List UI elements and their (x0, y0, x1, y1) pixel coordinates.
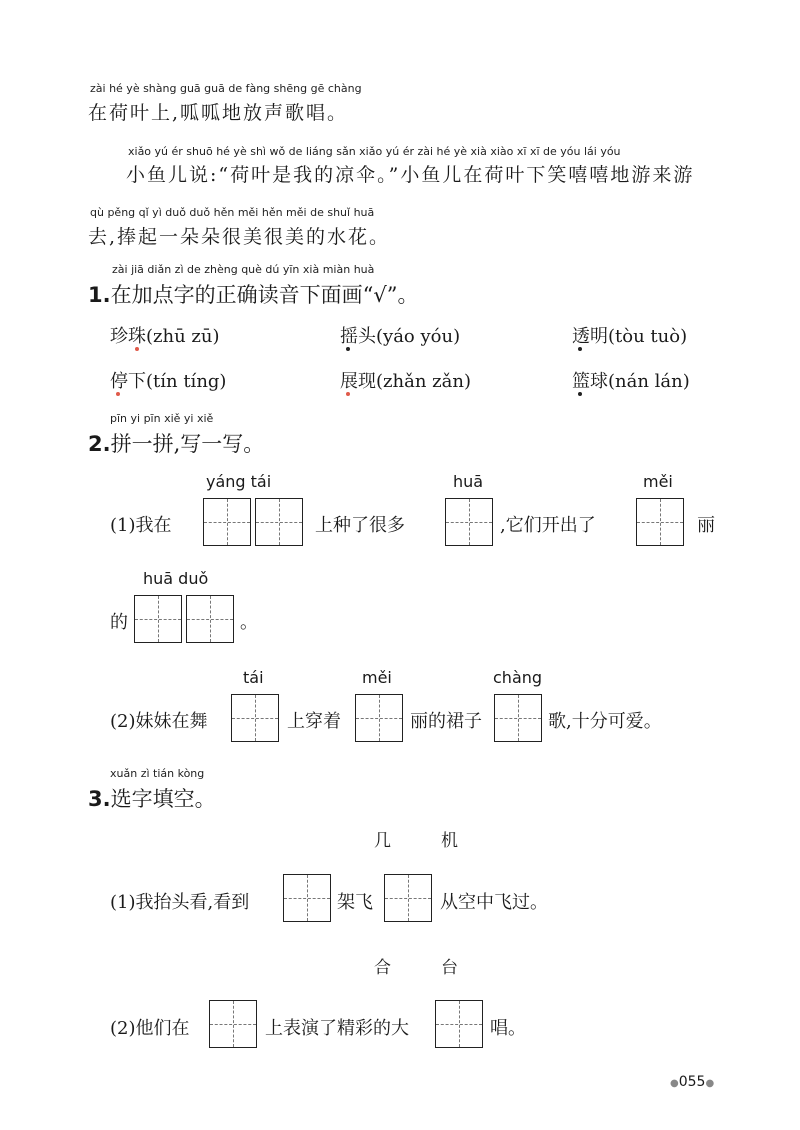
q1-title-text: 在加点字的正确读音下面画“√”。 (110, 283, 419, 307)
q1-item-6[interactable]: 篮球(nán lán) (572, 371, 690, 392)
q3-s2-end: 唱。 (490, 1018, 526, 1039)
writing-box[interactable] (283, 874, 331, 922)
q1-title-pinyin: zài jiā diǎn zì de zhèng què dú yīn xià miàn huà (112, 263, 375, 276)
q2-s2-mid2: 丽的裙子 (410, 711, 482, 732)
page-number-text: 055 (678, 1074, 706, 1090)
writing-box[interactable] (435, 1000, 483, 1048)
q3-choice-1b: 机 (441, 831, 458, 851)
q2-title-text: 拼一拼,写一写。 (110, 432, 265, 456)
q2-s2-prefix: (2)妹妹在舞 (110, 711, 208, 732)
q3-choice-1a: 几 (374, 831, 391, 851)
writing-box[interactable] (445, 498, 493, 546)
writing-box[interactable] (636, 498, 684, 546)
q1-item-2[interactable]: 摇头(yáo yóu) (340, 326, 461, 347)
q3-title (88, 783, 216, 813)
passage-line2: 小鱼儿说:“荷叶是我的凉伞。”小鱼儿在荷叶下笑嘻嘻地游来游 (126, 164, 695, 186)
q3-s2-mid: 上表演了精彩的大 (265, 1018, 409, 1039)
bullet-icon: ● (705, 1078, 715, 1089)
q2-s1-mid1: 上种了很多 (315, 515, 405, 536)
q3-s2-prefix: (2)他们在 (110, 1018, 190, 1039)
q2-s1-prefix: (1)我在 (110, 515, 172, 536)
q3-s1-end: 从空中飞过。 (440, 892, 548, 913)
page-number (670, 1074, 714, 1090)
writing-box[interactable] (384, 874, 432, 922)
q1-title (88, 279, 418, 309)
q2-s2-end: 歌,十分可爱。 (548, 711, 662, 732)
emphasis-dot (135, 347, 139, 351)
emphasis-dot (346, 392, 350, 396)
writing-box[interactable] (134, 595, 182, 643)
q3-title-text: 选字填空。 (110, 787, 216, 811)
q2-s1-mid2: ,它们开出了 (500, 515, 596, 536)
q2-s2-pinyin-3: chàng (493, 668, 543, 687)
q3-s1-mid: 架飞 (337, 892, 373, 913)
bullet-icon: ● (670, 1078, 679, 1089)
q3-title-pinyin: xuǎn zì tián kòng (110, 767, 205, 780)
q3-s1-prefix: (1)我抬头看,看到 (110, 892, 250, 913)
q3-number: 3. (88, 787, 111, 811)
q2-s2-pinyin-1: tái (243, 668, 264, 687)
q1-item-5[interactable]: 展现(zhǎn zǎn) (340, 371, 471, 392)
q2-s2-mid1: 上穿着 (287, 711, 341, 732)
q3-choice-2a: 合 (374, 958, 391, 978)
writing-box[interactable] (186, 595, 234, 643)
passage-line3-pinyin: qù pěng qǐ yì duǒ duǒ hěn měi hěn měi de shuǐ huā (90, 206, 375, 219)
emphasis-dot (578, 392, 582, 396)
q3-choice-2b: 台 (441, 958, 458, 978)
q1-number: 1. (88, 283, 111, 307)
q2-s1b-pinyin: huā duǒ (143, 569, 209, 588)
q2-s1b-prefix: 的 (110, 612, 128, 633)
passage-line1: 在荷叶上,呱呱地放声歌唱。 (88, 102, 349, 124)
emphasis-dot (578, 347, 582, 351)
q2-s1-pinyin-1: yáng tái (206, 472, 272, 491)
passage-line1-pinyin: zài hé yè shàng guā guā de fàng shēng gē chàng (90, 82, 362, 95)
emphasis-dot (346, 347, 350, 351)
writing-box[interactable] (203, 498, 251, 546)
q2-s2-pinyin-2: měi (362, 668, 392, 687)
writing-box[interactable] (255, 498, 303, 546)
q2-title (88, 428, 264, 458)
emphasis-dot (116, 392, 120, 396)
writing-box[interactable] (355, 694, 403, 742)
q2-title-pinyin: pīn yi pīn xiě yi xiě (110, 412, 214, 425)
q2-s1b-end: 。 (240, 612, 258, 633)
passage-line3: 去,捧起一朵朵很美很美的水花。 (88, 226, 391, 248)
writing-box[interactable] (494, 694, 542, 742)
q2-s1-end: 丽 (697, 515, 715, 536)
q2-s1-pinyin-3: měi (643, 472, 673, 491)
q2-number: 2. (88, 432, 111, 456)
q2-s1-pinyin-2: huā (453, 472, 484, 491)
passage-line2-pinyin: xiǎo yú ér shuō hé yè shì wǒ de liáng sǎn xiǎo yú ér zài hé yè xià xiào xī xī de yóu lái yóu (128, 145, 621, 158)
q1-item-4[interactable]: 停下(tín tíng) (110, 371, 227, 392)
writing-box[interactable] (209, 1000, 257, 1048)
q1-item-3[interactable]: 透明(tòu tuò) (572, 326, 688, 347)
q1-item-1[interactable]: 珍珠(zhū zū) (110, 326, 220, 347)
writing-box[interactable] (231, 694, 279, 742)
